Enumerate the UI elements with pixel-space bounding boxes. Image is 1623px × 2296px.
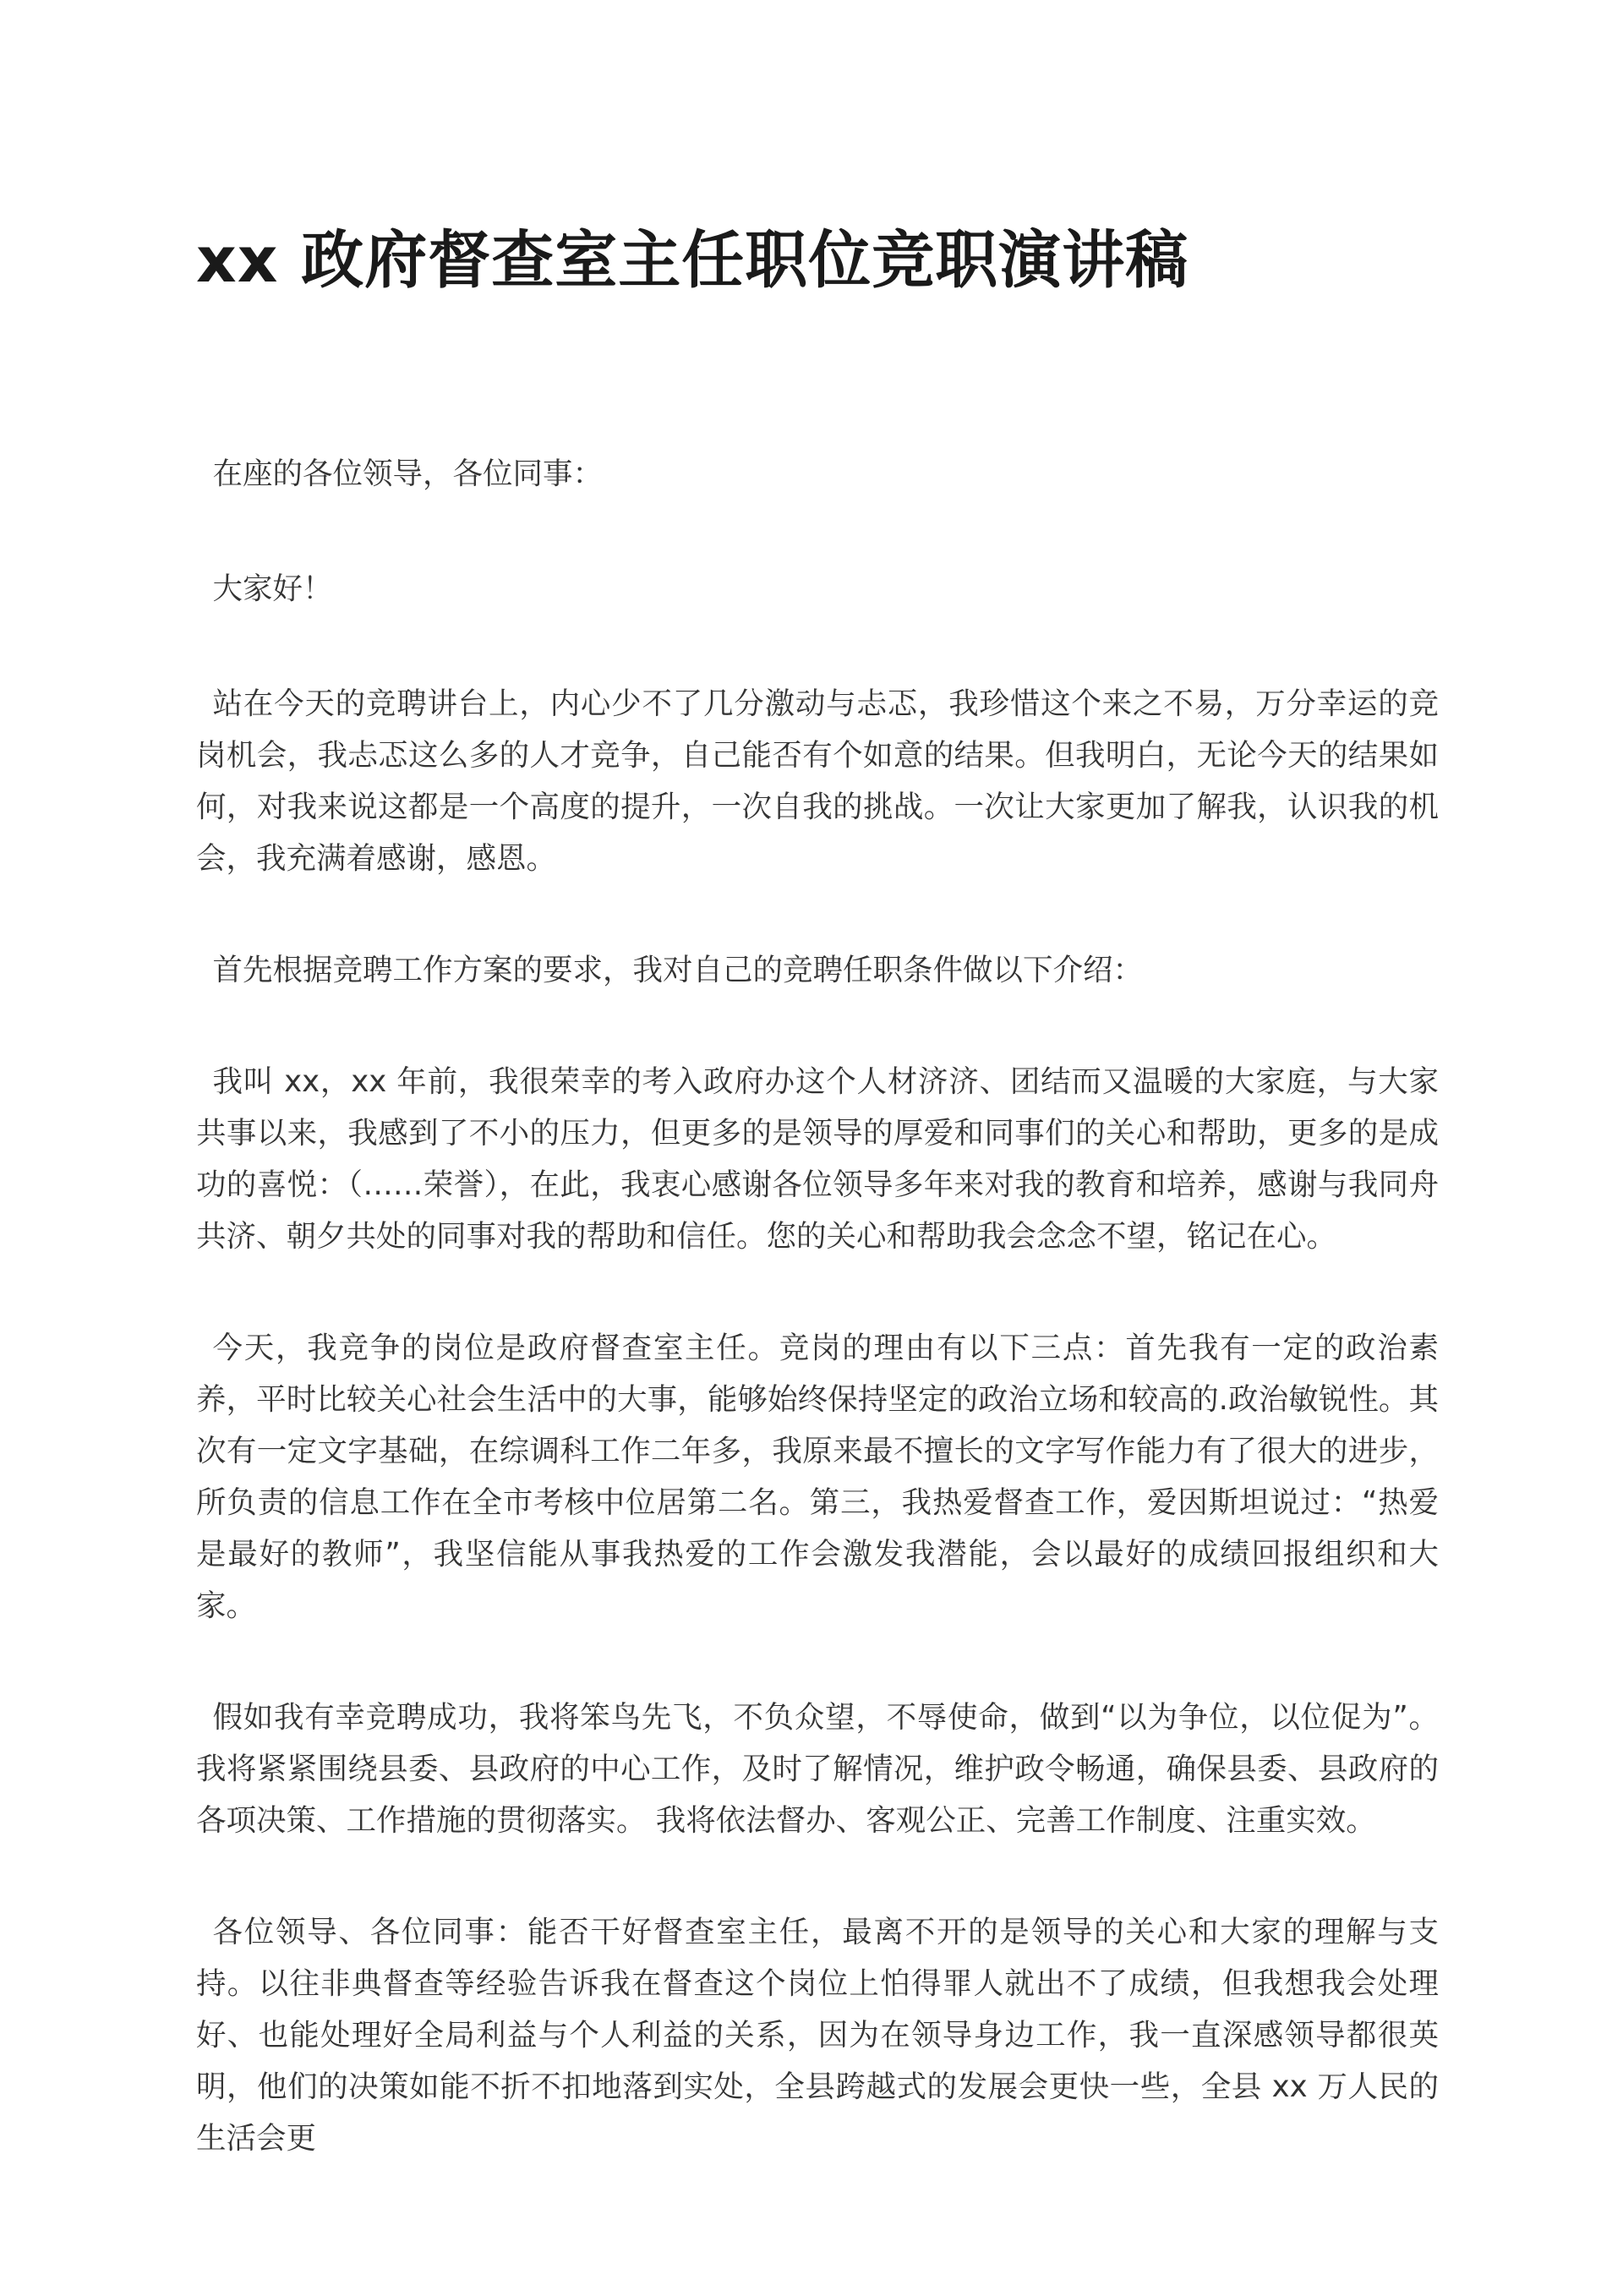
paragraph-salutation: 在座的各位领导，各位同事： [212,456,604,491]
paragraph-plans: 假如我有幸竞聘成功，我将笨鸟先飞，不负众望，不辱使命，做到“以为争位，以位促为”。我将紧紧围绕县委、县政府的中心工作，及时了解情况，维护政令畅通，确保县委、县政府的各项决策、工作措施的贯彻落实。 我将依法督办、客观公正、完善工作制度、注重实效。 [196,1700,1439,1838]
paragraph-closing: 各位领导、各位同事：能否干好督查室主任，最离不开的是领导的关心和大家的理解与支持。以往非典督查等经验告诉我在督查这个岗位上怕得罪人就出不了成绩，但我想我会处理好、也能处理好全局利益与个人利益的关系，因为在领导身边工作，我一直深感领导都很英明，他们的决策如能不折不扣地落到实处，全县跨越式的发展会更快一些，全县 xx 万人民的生活会更 [196,1915,1439,2156]
paragraph-opening: 站在今天的竞聘讲台上，内心少不了几分激动与忐忑，我珍惜这个来之不易，万分幸运的竞岗机会，我忐忑这么多的人才竞争，自己能否有个如意的结果。但我明白，无论今天的结果如何，对我来说这都是一个高度的提升，一次自我的挑战。一次让大家更加了解我，认识我的机会，我充满着感谢，感恩。 [196,686,1439,876]
document-title: xx 政府督查室主任职位竞职演讲稿 [196,224,1189,297]
paragraph-reasons: 今天，我竞争的岗位是政府督查室主任。竞岗的理由有以下三点：首先我有一定的政治素养，平时比较关心社会生活中的大事，能够始终保持坚定的政治立场和较高的.政治敏锐性。其次有一定文字基础，在综调科工作二年多，我原来最不擅长的文字写作能力有了很大的进步，所负责的信息工作在全市考核中位居第二名。第三，我热爱督查工作，爱因斯坦说过：“热爱是最好的教师”，我坚信能从事我热爱的工作会激发我潜能，会以最好的成绩回报组织和大家。 [196,1331,1439,1623]
paragraph-background: 我叫 xx，xx 年前，我很荣幸的考入政府办这个人材济济、团结而又温暖的大家庭，与大家共事以来，我感到了不小的压力，但更多的是领导的厚爱和同事们的关心和帮助，更多的是成功的喜悦：（……荣誉），在此，我衷心感谢各位领导多年来对我的教育和培养，感谢与我同舟共济、朝夕共处的同事对我的帮助和信任。您的关心和帮助我会念念不望，铭记在心。 [196,1064,1439,1254]
paragraph-introduction: 首先根据竞聘工作方案的要求，我对自己的竞聘任职条件做以下介绍： [212,953,1144,987]
document-body [196,448,1439,2224]
paragraph-greeting: 大家好！ [212,571,333,606]
